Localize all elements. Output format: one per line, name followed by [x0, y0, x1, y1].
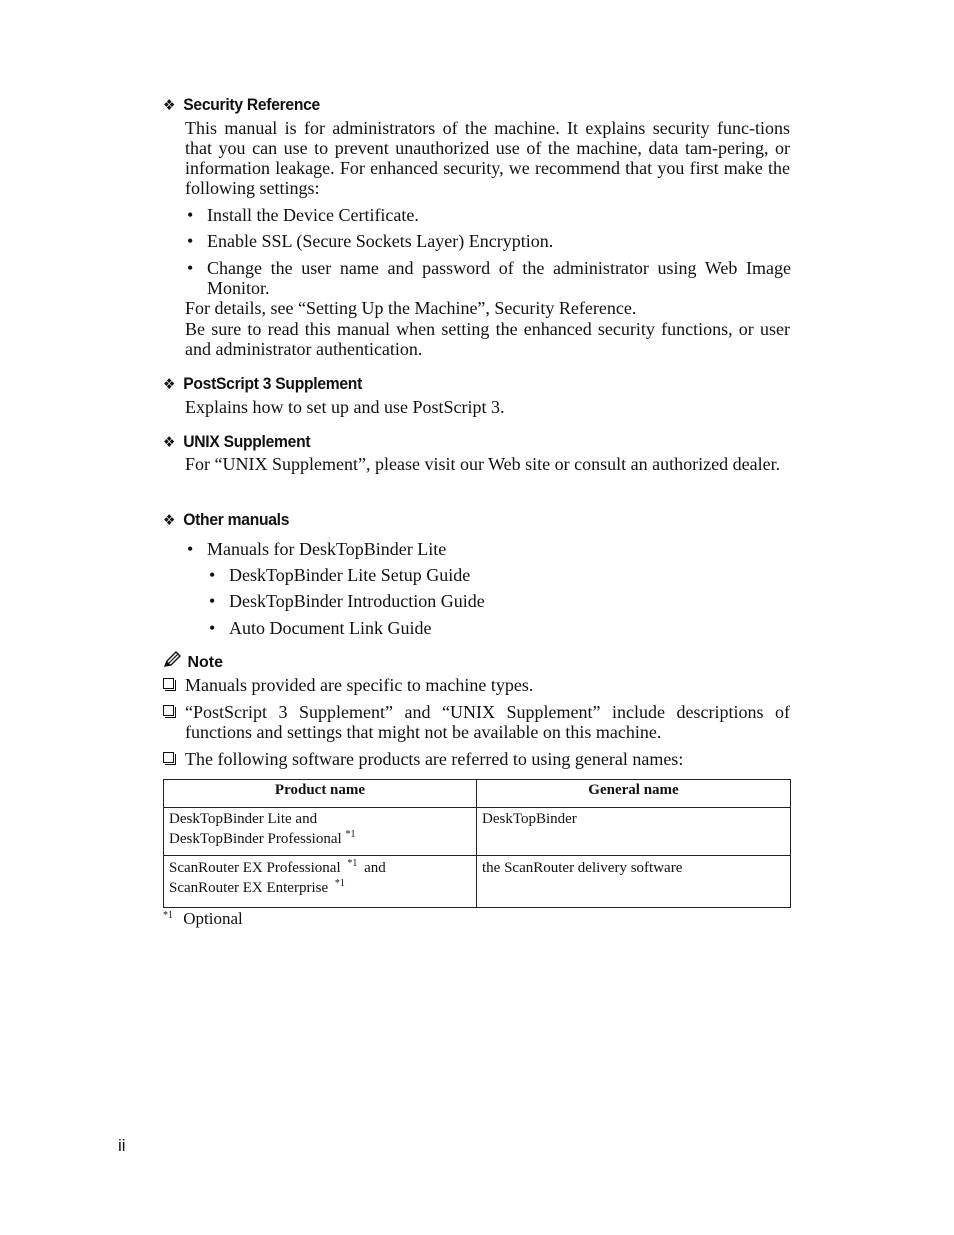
diamond-bullet-icon: ❖	[163, 434, 176, 451]
bullet-dot-icon: •	[209, 591, 216, 611]
checkbox-square-icon	[163, 678, 174, 689]
general-name-cell: DeskTopBinder	[477, 808, 791, 856]
note-heading: Note	[163, 651, 223, 672]
note-item: Manuals provided are specific to machine types.	[185, 675, 790, 695]
sub-list-item: • Auto Document Link Guide	[209, 618, 432, 638]
pencil-icon	[163, 651, 183, 669]
diamond-bullet-icon: ❖	[163, 97, 176, 114]
bullet-dot-icon: •	[187, 539, 194, 559]
table-row	[164, 808, 791, 856]
section-heading-other-manuals: ❖ Other manuals	[163, 510, 290, 529]
postscript-description: Explains how to set up and use PostScript 3.	[185, 397, 505, 417]
section-heading-unix: ❖ UNIX Supplement	[163, 432, 311, 451]
column-header-product-name: Product name	[164, 780, 477, 808]
list-item: • Install the Device Certificate.	[187, 205, 419, 225]
security-reference-intro: This manual is for administrators of the machine. It explains security func-tions that you can use to prevent unauthorized use of the machine, data tam-pering, or information leakage. For enhanced security, we recommend that you first make the following settings:	[185, 118, 790, 198]
diamond-bullet-icon: ❖	[163, 512, 176, 529]
table-row	[164, 856, 791, 908]
column-header-general-name: General name	[477, 780, 791, 808]
security-reference-note: Be sure to read this manual when setting the enhanced security functions, or user and administrator authentication.	[185, 319, 790, 359]
product-names-table	[163, 779, 791, 908]
bullet-dot-icon: •	[187, 258, 194, 278]
bullet-dot-icon: •	[209, 618, 216, 638]
section-heading-postscript: ❖ PostScript 3 Supplement	[163, 374, 363, 393]
checkbox-square-icon	[163, 705, 174, 716]
table-footnote: $^{*1}$ Optional	[163, 909, 243, 928]
sub-list-item: • DeskTopBinder Lite Setup Guide	[209, 565, 471, 585]
note-item: The following software products are referred to using general names:	[185, 749, 790, 769]
note-item: “PostScript 3 Supplement” and “UNIX Supplement” include descriptions of functions and settings that might not be available on this machine.	[185, 702, 790, 742]
product-name-cell: ScanRouter EX Professional $^{*1}$ and ScanRouter EX Enterprise $^{*1}$	[164, 856, 477, 908]
checkbox-square-icon	[163, 752, 174, 763]
bullet-dot-icon: •	[209, 565, 216, 585]
page-number: ii	[118, 1136, 126, 1155]
table-header-row	[164, 780, 791, 808]
unix-description: For “UNIX Supplement”, please visit our Web site or consult an authorized dealer.	[185, 454, 781, 474]
diamond-bullet-icon: ❖	[163, 376, 176, 393]
list-item: • Manuals for DeskTopBinder Lite	[187, 539, 447, 559]
bullet-dot-icon: •	[187, 205, 194, 225]
list-item: • Enable SSL (Secure Sockets Layer) Encryption.	[187, 231, 554, 251]
section-heading-security-reference: ❖ Security Reference	[163, 95, 320, 114]
security-reference-details: For details, see “Setting Up the Machine”, Security Reference.	[185, 298, 637, 318]
sub-list-item: • DeskTopBinder Introduction Guide	[209, 591, 485, 611]
bullet-dot-icon: •	[187, 231, 194, 251]
product-name-cell: DeskTopBinder Lite and DeskTopBinder Professional $^{*1}$	[164, 808, 477, 856]
general-name-cell: the ScanRouter delivery software	[477, 856, 791, 908]
list-item: • Change the user name and password of the administrator using Web Image Monitor.	[187, 258, 791, 298]
